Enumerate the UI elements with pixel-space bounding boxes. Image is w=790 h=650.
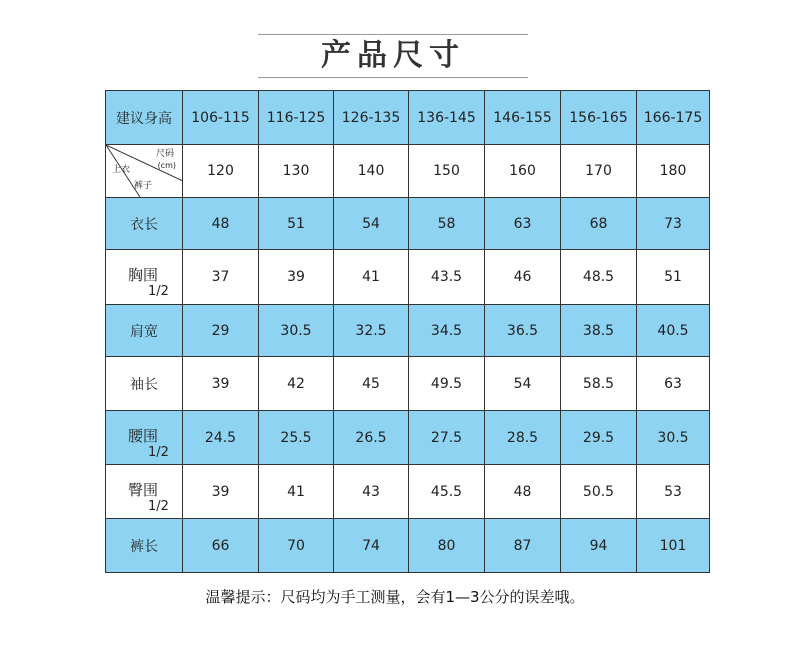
- measurement-label-cell: [106, 411, 183, 465]
- corner-size-label: 尺码: [155, 149, 174, 159]
- measurement-cell: 25.5: [259, 411, 334, 465]
- height-row: [106, 91, 710, 145]
- measurement-cell: 87: [485, 519, 561, 573]
- measurement-label-cell: [106, 250, 183, 305]
- title-divider-bottom: [258, 77, 528, 78]
- measurement-cell: 41: [334, 250, 409, 305]
- measurement-cell: 54: [334, 198, 409, 250]
- height-cell: 116-125: [259, 91, 334, 145]
- title-block: [258, 34, 528, 78]
- measurement-cell: 51: [259, 198, 334, 250]
- measurement-row: [106, 357, 710, 411]
- measurement-cell: 39: [183, 357, 259, 411]
- size-row: [106, 145, 710, 198]
- size-table: [105, 90, 710, 573]
- measurement-label-cell: 裤长: [106, 519, 183, 573]
- measurement-cell: 42: [259, 357, 334, 411]
- measurement-cell: 68: [561, 198, 637, 250]
- measurement-cell: 48.5: [561, 250, 637, 305]
- measurement-cell: 50.5: [561, 465, 637, 519]
- corner-cell: [106, 145, 183, 198]
- height-row-label: 建议身高: [106, 91, 183, 145]
- measurement-sublabel: 1/2: [148, 445, 169, 460]
- measurement-cell: 38.5: [561, 305, 637, 357]
- measurement-cell: 28.5: [485, 411, 561, 465]
- measurement-cell: 43.5: [409, 250, 485, 305]
- measurement-sublabel: 1/2: [148, 499, 169, 514]
- measurement-row: [106, 465, 710, 519]
- measurement-cell: 58: [409, 198, 485, 250]
- height-cell: 166-175: [637, 91, 710, 145]
- size-cell: 130: [259, 145, 334, 198]
- measurement-cell: 41: [259, 465, 334, 519]
- measurement-label: 腰围: [128, 427, 159, 445]
- measurement-cell: 30.5: [637, 411, 710, 465]
- height-cell: 156-165: [561, 91, 637, 145]
- measurement-cell: 29: [183, 305, 259, 357]
- measurement-label: 胸围: [128, 266, 159, 284]
- corner-bottom-label: 裤子: [134, 181, 153, 191]
- size-cell: 160: [485, 145, 561, 198]
- measurement-row: [106, 411, 710, 465]
- measurement-row: [106, 519, 710, 573]
- size-cell: 180: [637, 145, 710, 198]
- corner-unit-label: (cm): [157, 161, 176, 170]
- measurement-cell: 63: [637, 357, 710, 411]
- measurement-cell: 48: [183, 198, 259, 250]
- size-cell: 120: [183, 145, 259, 198]
- measurement-label-cell: 肩宽: [106, 305, 183, 357]
- measurement-cell: 43: [334, 465, 409, 519]
- measurement-cell: 39: [259, 250, 334, 305]
- measurement-cell: 53: [637, 465, 710, 519]
- measurement-label-cell: 衣长: [106, 198, 183, 250]
- measurement-cell: 80: [409, 519, 485, 573]
- measurement-cell: 63: [485, 198, 561, 250]
- measurement-cell: 40.5: [637, 305, 710, 357]
- measurement-row: [106, 305, 710, 357]
- size-cell: 150: [409, 145, 485, 198]
- measurement-cell: 34.5: [409, 305, 485, 357]
- measurement-label: 臀围: [128, 481, 159, 499]
- measurement-cell: 37: [183, 250, 259, 305]
- measurement-cell: 26.5: [334, 411, 409, 465]
- measurement-label-cell: 袖长: [106, 357, 183, 411]
- measurement-row: [106, 250, 710, 305]
- size-table-body: [106, 91, 710, 573]
- measurement-note: 温馨提示：尺码均为手工测量，会有1—3公分的误差哦。: [205, 588, 585, 606]
- measurement-cell: 29.5: [561, 411, 637, 465]
- height-cell: 146-155: [485, 91, 561, 145]
- measurement-cell: 36.5: [485, 305, 561, 357]
- measurement-cell: 48: [485, 465, 561, 519]
- measurement-cell: 73: [637, 198, 710, 250]
- measurement-cell: 45: [334, 357, 409, 411]
- measurement-cell: 45.5: [409, 465, 485, 519]
- title-divider-top: [258, 34, 528, 35]
- corner-top-label: 上衣: [112, 165, 131, 175]
- height-cell: 136-145: [409, 91, 485, 145]
- measurement-sublabel: 1/2: [148, 284, 169, 299]
- measurement-cell: 54: [485, 357, 561, 411]
- height-cell: 126-135: [334, 91, 409, 145]
- height-cell: 106-115: [183, 91, 259, 145]
- measurement-cell: 46: [485, 250, 561, 305]
- measurement-cell: 51: [637, 250, 710, 305]
- measurement-cell: 49.5: [409, 357, 485, 411]
- measurement-cell: 24.5: [183, 411, 259, 465]
- measurement-cell: 70: [259, 519, 334, 573]
- measurement-label-cell: [106, 465, 183, 519]
- measurement-row: [106, 198, 710, 250]
- measurement-cell: 30.5: [259, 305, 334, 357]
- measurement-cell: 32.5: [334, 305, 409, 357]
- measurement-cell: 27.5: [409, 411, 485, 465]
- measurement-cell: 101: [637, 519, 710, 573]
- measurement-cell: 58.5: [561, 357, 637, 411]
- measurement-cell: 74: [334, 519, 409, 573]
- measurement-cell: 39: [183, 465, 259, 519]
- size-cell: 140: [334, 145, 409, 198]
- page-title: 产品尺寸: [321, 38, 465, 73]
- size-cell: 170: [561, 145, 637, 198]
- measurement-cell: 66: [183, 519, 259, 573]
- measurement-cell: 94: [561, 519, 637, 573]
